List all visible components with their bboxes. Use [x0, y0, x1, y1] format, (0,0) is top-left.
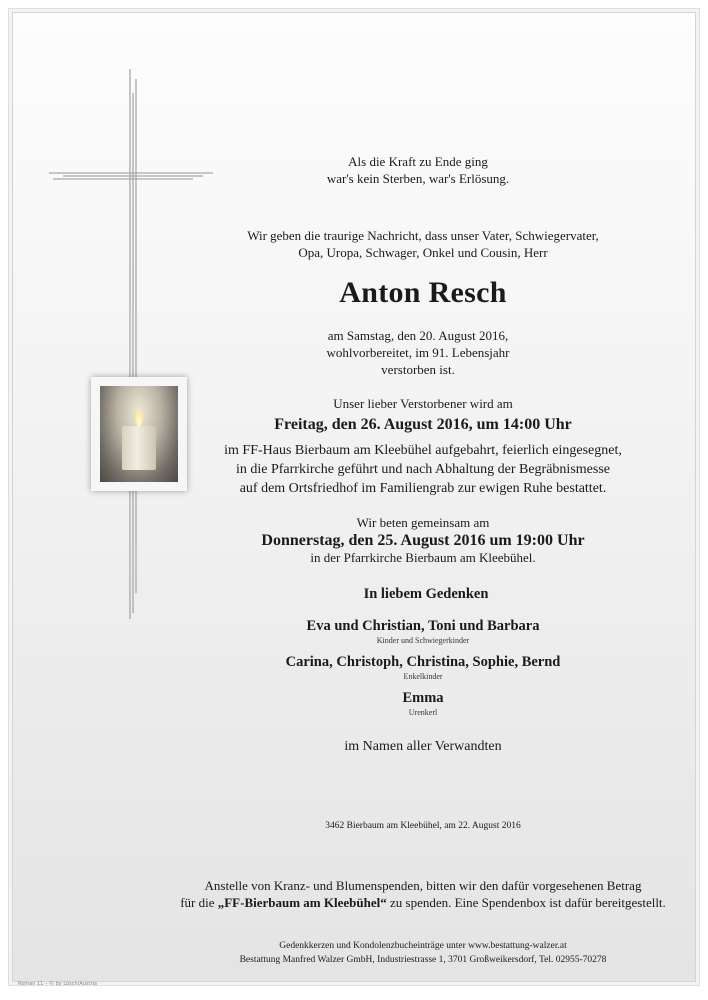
- death-info-line: verstorben ist.: [381, 362, 455, 377]
- donation-beneficiary: „FF-Bierbaum am Kleebühel“: [217, 895, 387, 910]
- announcement-line: Wir geben die traurige Nachricht, dass unser Vater, Schwiegervater,: [247, 228, 599, 243]
- motto-line: war's kein Sterben, war's Erlösung.: [326, 171, 510, 186]
- funeral-details-line: im FF-Haus Bierbaum am Kleebühel aufgebahrt, feierlich eingesegnet,: [224, 443, 622, 458]
- candle-body: [122, 426, 156, 470]
- undertaker-line: Bestattung Manfred Walzer GmbH, Industriestrasse 1, 3701 Großweikersdorf, Tel. 02955-70278: [239, 955, 607, 965]
- mourner-names: Eva und Christian, Toni und Barbara: [306, 618, 540, 634]
- candle-flame: [135, 410, 143, 426]
- mourner-group: [163, 653, 683, 682]
- place-date: 3462 Bierbaum am Kleebühel, am 22. August 2016: [325, 821, 521, 831]
- mourner-group: [163, 689, 683, 718]
- mourner-relation: Kinder und Schwiegerkinder: [376, 636, 470, 645]
- death-info: [273, 327, 563, 378]
- mourner-relation: Urenkerl: [408, 708, 438, 717]
- undertaker-line: Gedenkkerzen und Kondolenzbucheinträge unter www.bestattung-walzer.at: [279, 941, 567, 951]
- funeral-details-line: auf dem Ortsfriedhof im Familiengrab zur ewigen Ruhe bestattet.: [239, 481, 607, 496]
- motto: [283, 153, 553, 187]
- donation-line: [133, 894, 696, 911]
- mourner-group: [163, 617, 683, 646]
- mourner-names: Carina, Christoph, Christina, Sophie, Bernd: [285, 654, 561, 670]
- announcement: [163, 227, 683, 261]
- memory-heading: In liebem Gedenken: [363, 586, 489, 602]
- funeral-intro: Unser lieber Verstorbener wird am: [333, 396, 513, 411]
- prayer-date: Donnerstag, den 25. August 2016 um 19:00 Uhr: [261, 532, 585, 549]
- donation-suffix: zu spenden. Eine Spendenbox ist dafür bereitgestellt.: [386, 895, 666, 910]
- funeral-date: Freitag, den 26. August 2016, um 14:00 Uhr: [274, 416, 572, 433]
- funeral-details-line: in die Pfarrkirche geführt und nach Abhaltung der Begräbnismesse: [235, 462, 610, 477]
- donation-note: [133, 877, 696, 911]
- prayer-intro: Wir beten gemeinsam am: [356, 515, 490, 530]
- relatives-line: im Namen aller Verwandten: [344, 739, 502, 754]
- mourner-relation: Enkelkinder: [403, 672, 443, 681]
- motto-line: Als die Kraft zu Ende ging: [348, 154, 488, 169]
- deceased-name: Anton Resch: [339, 276, 507, 309]
- mourner-names: Emma: [402, 690, 444, 706]
- prayer-place: in der Pfarrkirche Bierbaum am Kleebühel.: [310, 550, 536, 565]
- parte-card: [12, 12, 696, 982]
- undertaker-info: [163, 939, 683, 967]
- death-info-line: am Samstag, den 20. August 2016,: [327, 328, 509, 343]
- announcement-line: Opa, Uropa, Schwager, Onkel und Cousin, Herr: [298, 245, 548, 260]
- donation-prefix: für die: [180, 895, 218, 910]
- funeral-details: [163, 441, 683, 498]
- donation-line: Anstelle von Kranz- und Blumenspenden, bitten wir den dafür vorgesehenen Betrag: [204, 878, 642, 893]
- death-info-line: wohlvorbereitet, im 91. Lebensjahr: [326, 345, 510, 360]
- imprint: Roman 11 – © by Lösch/Austria: [18, 981, 97, 987]
